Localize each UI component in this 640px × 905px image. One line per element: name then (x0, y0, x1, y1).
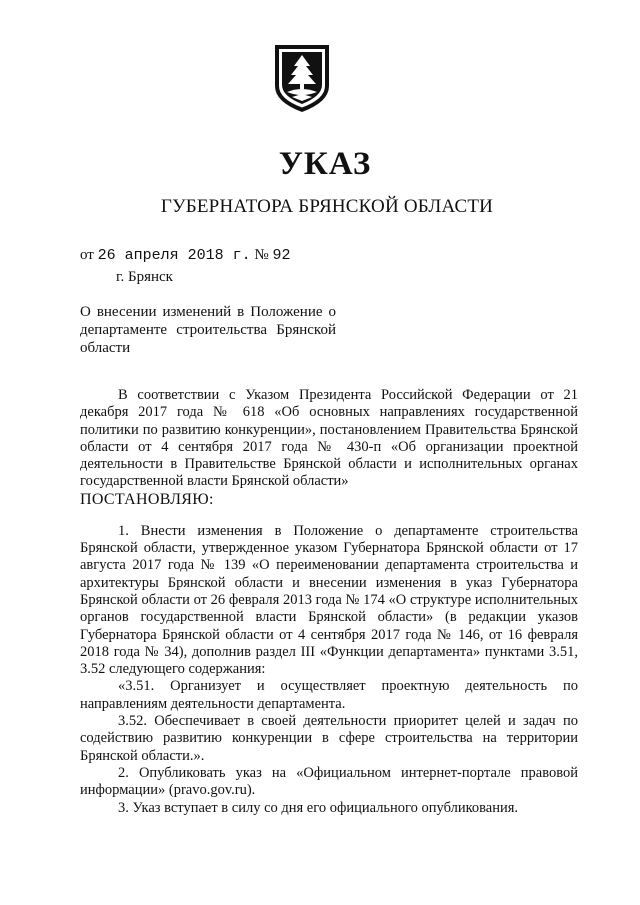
coat-of-arms-icon (272, 42, 332, 114)
number-sign: № (254, 247, 269, 263)
decree-date: 26 апреля 2018 г. (97, 247, 251, 264)
item-1-paragraph: 1. Внести изменения в Положение о департаменте строительства Брянской области, утвержденное указом Губернатора Брянской области от 17 августа 2017 года № 139 «О переименовании департамента строительства и архитектуры Брянской области и внесении изменения в указ Губернатора Брянской области от 26 февраля 2013 года № 174 «О структуре исполнительных органов государственной власти Брянской области» (в редакции указов Губернатора Брянской области от 4 сентября 2017 года № 146, от 16 февраля 2018 года № 34), дополнив раздел III «Функции департамента» пунктами 3.51, 3.52 следующего содержания: (80, 522, 578, 678)
preamble-paragraph: В соответствии с Указом Президента Российской Федерации от 21 декабря 2017 года № 618 «Об основных направлениях государственной политики по развитию конкуренции», постановлением Правительства Брянской области от 4 сентября 2017 года № 430-п «Об организации проектной деятельности в Правительстве Брянской области и исполнительных органах государственной власти Брянской области» (80, 387, 578, 490)
item-3-paragraph: 3. Указ вступает в силу со дня его официального опубликования. (118, 799, 519, 816)
decree-body (80, 387, 578, 817)
decree-keyword: ПОСТАНОВЛЯЮ: (80, 490, 214, 508)
item-2-paragraph: 2. Опубликовать указ на «Официальном интернет-портале правовой информации» (pravo.gov.ru). (80, 764, 578, 799)
decree-subject: О внесении изменений в Положение о департаменте строительства Брянской области (80, 304, 336, 356)
item-3-52-paragraph: 3.52. Обеспечивает в своей деятельности приоритет целей и задач по содействию развитию конкуренции в сфере строительства на территории Брянской области.». (80, 713, 578, 764)
date-prefix: от (80, 247, 94, 263)
document-title: УКАЗ (278, 146, 372, 182)
date-number-line (80, 247, 290, 264)
document-issuer: ГУБЕРНАТОРА БРЯНСКОЙ ОБЛАСТИ (160, 196, 494, 217)
decree-number: 92 (272, 247, 291, 264)
item-3-51-paragraph: «3.51. Организует и осуществляет проектную деятельность по направлениям деятельности департамента. (80, 678, 578, 712)
issue-city: г. Брянск (116, 269, 173, 285)
